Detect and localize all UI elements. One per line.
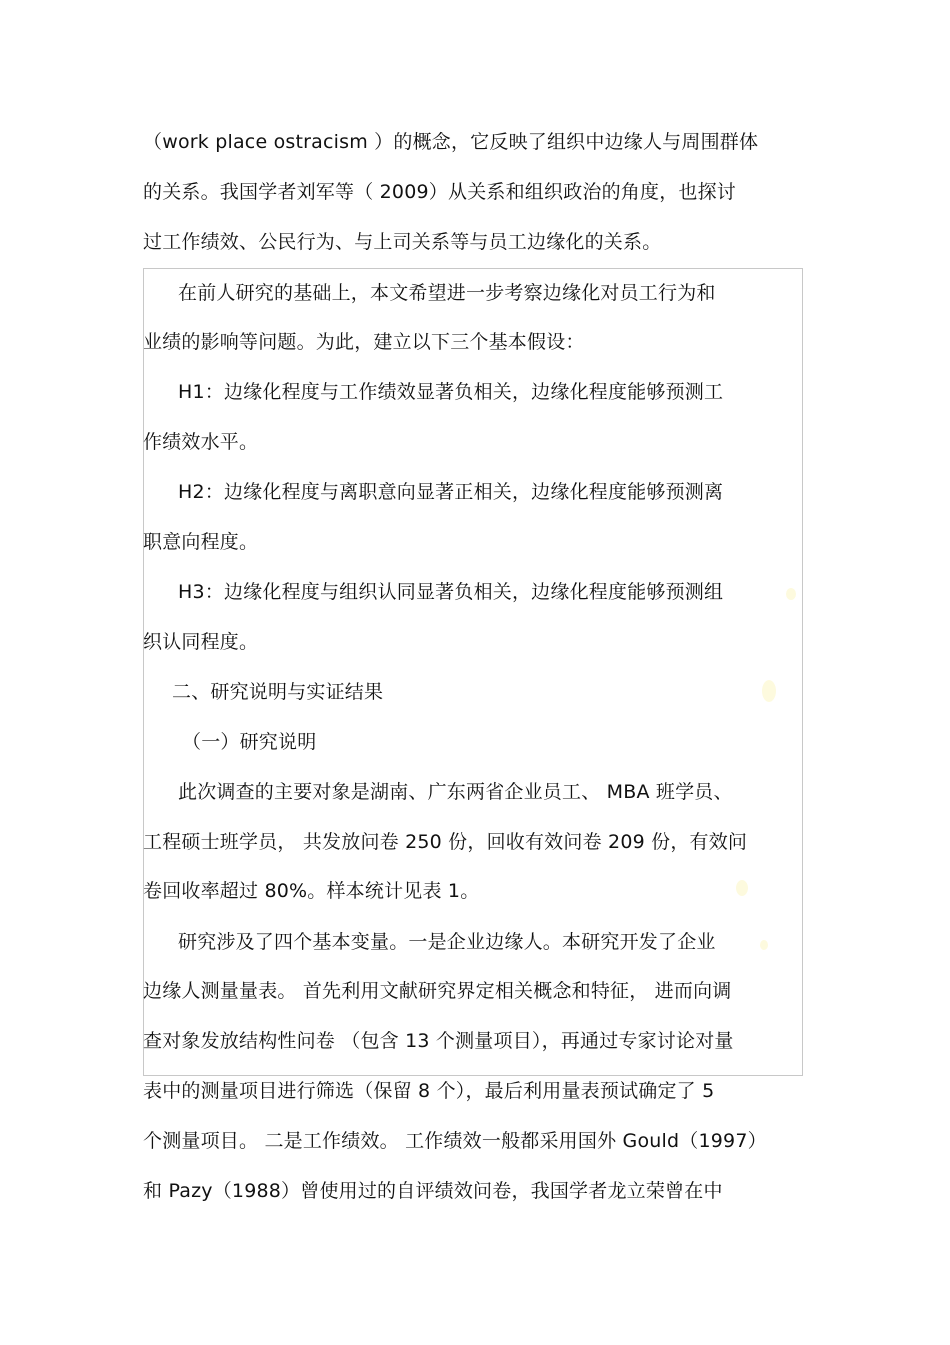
paragraph-line: 研究涉及了四个基本变量。一是企业边缘人。本研究开发了企业 xyxy=(178,931,716,953)
paragraph-line: 在前人研究的基础上，本文希望进一步考察边缘化对员工行为和 xyxy=(178,282,716,304)
paragraph-line: 织认同程度。 xyxy=(143,631,259,653)
paragraph-line: （work place ostracism ）的概念，它反映了组织中边缘人与周围群体 xyxy=(143,131,759,153)
paragraph-line: 此次调查的主要对象是湖南、广东两省企业员工、 MBA 班学员、 xyxy=(178,781,733,803)
paragraph-line: 作绩效水平。 xyxy=(143,431,259,453)
paragraph-line: 工程硕士班学员， 共发放问卷 250 份，回收有效问卷 209 份，有效问 xyxy=(143,831,748,853)
hypothesis-h3: H3：边缘化程度与组织认同显著负相关，边缘化程度能够预测组 xyxy=(178,581,724,603)
paragraph-line: 查对象发放结构性问卷 （包含 13 个测量项目），再通过专家讨论对量 xyxy=(143,1030,734,1052)
paragraph-line: 的关系。我国学者刘军等（ 2009）从关系和组织政治的角度，也探讨 xyxy=(143,181,736,203)
paragraph-line: 业绩的影响等问题。为此，建立以下三个基本假设： xyxy=(143,331,585,353)
hypothesis-h2: H2：边缘化程度与离职意向显著正相关，边缘化程度能够预测离 xyxy=(178,481,724,503)
paragraph-line: 卷回收率超过 80%。样本统计见表 1。 xyxy=(143,880,480,902)
paragraph-line: 职意向程度。 xyxy=(143,531,259,553)
paragraph-line: 表中的测量项目进行筛选（保留 8 个），最后利用量表预试确定了 5 xyxy=(143,1080,715,1102)
paragraph-line: 个测量项目。 二是工作绩效。 工作绩效一般都采用国外 Gould（1997） xyxy=(143,1130,767,1152)
section-heading: 二、研究说明与实证结果 xyxy=(172,681,384,703)
subsection-heading: （一）研究说明 xyxy=(182,731,317,753)
paragraph-line: 边缘人测量量表。 首先利用文献研究界定相关概念和特征， 进而向调 xyxy=(143,980,732,1002)
hypothesis-h1: H1：边缘化程度与工作绩效显著负相关，边缘化程度能够预测工 xyxy=(178,381,724,403)
paragraph-line: 过工作绩效、公民行为、与上司关系等与员工边缘化的关系。 xyxy=(143,231,662,253)
paragraph-line: 和 Pazy（1988）曾使用过的自评绩效问卷，我国学者龙立荣曾在中 xyxy=(143,1180,723,1202)
